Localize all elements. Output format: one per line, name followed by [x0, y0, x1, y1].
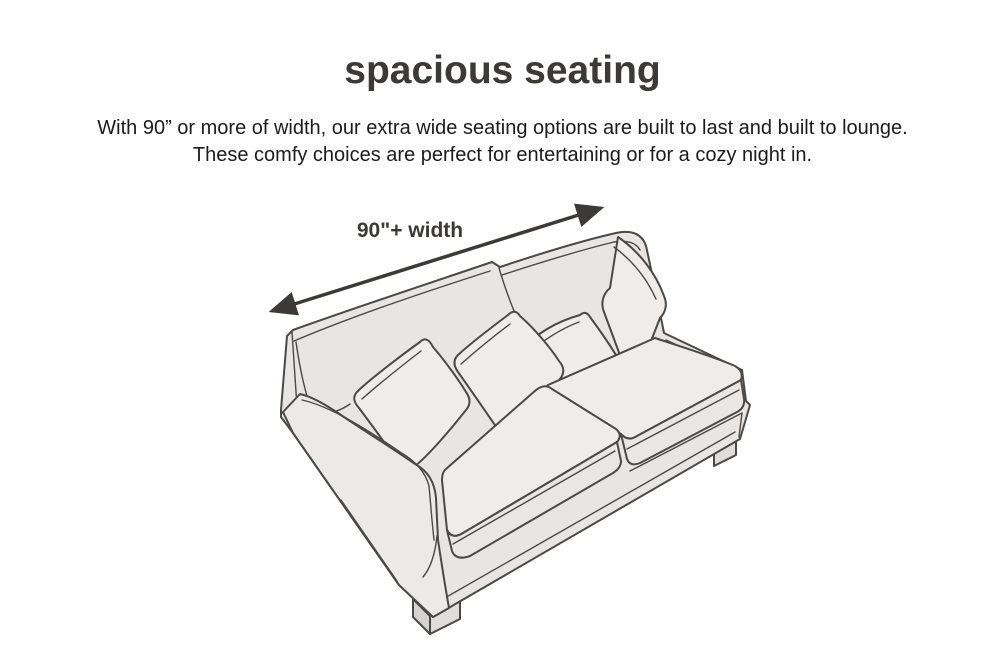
description-line-1: With 90” or more of width, our extra wide seating options are built to last and built to lounge. [97, 117, 908, 139]
dimension-label: 90"+ width [356, 219, 464, 242]
description-line-2: These comfy choices are perfect for entertaining or for a cozy night in. [192, 144, 813, 166]
page-title: spacious seating [344, 49, 661, 92]
